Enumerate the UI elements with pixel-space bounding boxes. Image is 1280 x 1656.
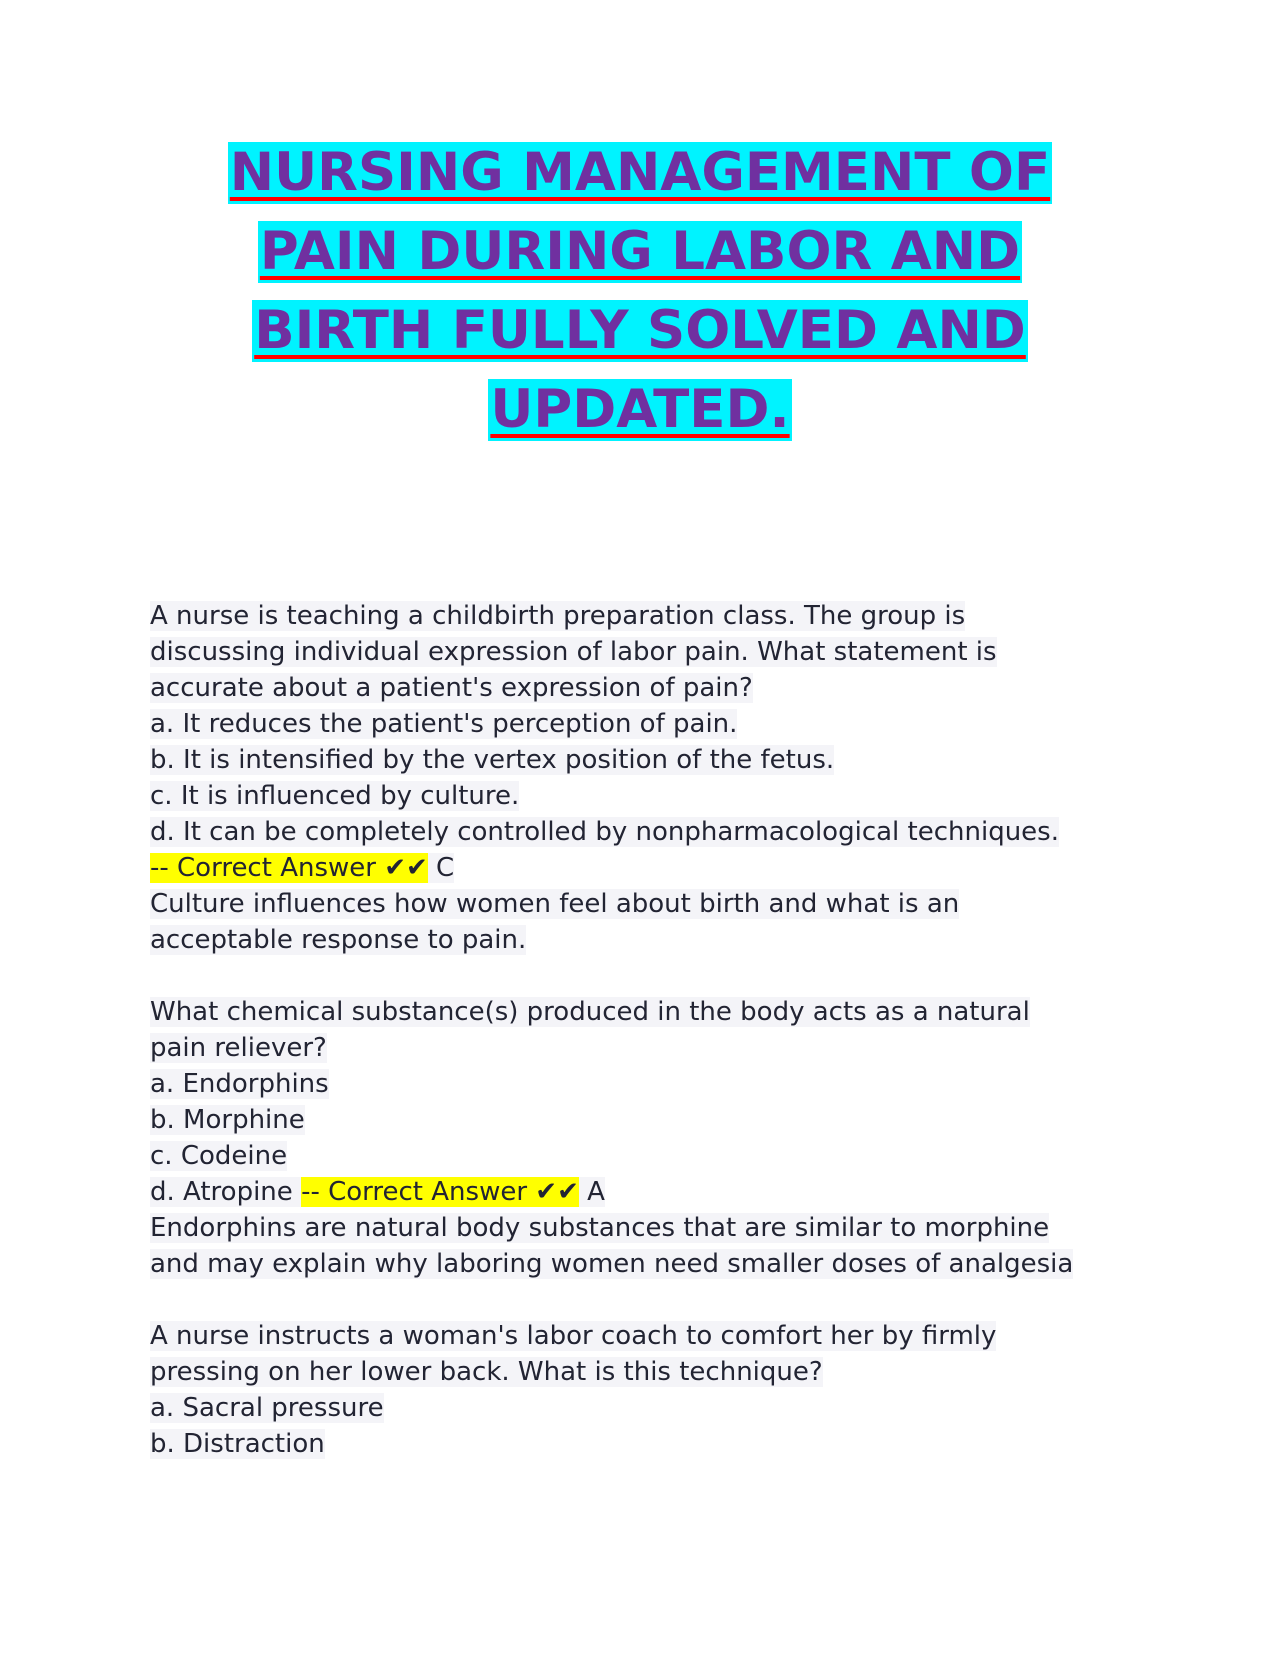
question-stem-line: pain reliever? [150, 1033, 327, 1063]
question-3 [150, 1318, 1150, 1462]
answer-option: a. It reduces the patient's perception of pain. [150, 709, 738, 739]
answer-option: d. Atropine [150, 1177, 302, 1207]
document-title [0, 142, 1280, 458]
answer-option: b. Distraction [150, 1429, 325, 1459]
title-line-2: PAIN DURING LABOR AND [259, 221, 1021, 282]
correct-answer-label: -- Correct Answer ✔✔ [301, 1177, 579, 1207]
spacer [150, 1282, 1150, 1318]
spacer [150, 958, 1150, 994]
question-1 [150, 598, 1150, 958]
question-stem-line: A nurse instructs a woman's labor coach to comfort her by firmly [150, 1321, 997, 1351]
answer-option: a. Sacral pressure [150, 1393, 384, 1423]
document-body [150, 598, 1150, 1462]
question-stem-line: discussing individual expression of labor pain. What statement is [150, 637, 997, 667]
rationale-line: Culture influences how women feel about birth and what is an [150, 889, 960, 919]
question-stem-line: pressing on her lower back. What is this technique? [150, 1357, 823, 1387]
title-line-3: BIRTH FULLY SOLVED AND [254, 300, 1026, 361]
rationale-line: Endorphins are natural body substances that are similar to morphine [150, 1213, 1050, 1243]
answer-option: b. Morphine [150, 1105, 305, 1135]
correct-answer-label: -- Correct Answer ✔✔ [150, 853, 428, 883]
rationale-line: and may explain why laboring women need smaller doses of analgesia [150, 1249, 1074, 1279]
question-stem-line: What chemical substance(s) produced in the body acts as a natural [150, 997, 1030, 1027]
question-stem-line: A nurse is teaching a childbirth preparation class. The group is [150, 601, 966, 631]
correct-answer-value: C [427, 853, 455, 883]
answer-option: c. It is influenced by culture. [150, 781, 520, 811]
answer-option: d. It can be completely controlled by nonpharmacological techniques. [150, 817, 1059, 847]
correct-answer-line [150, 850, 1150, 886]
rationale-line: acceptable response to pain. [150, 925, 527, 955]
question-2 [150, 994, 1150, 1282]
correct-answer-value: A [578, 1177, 605, 1207]
title-line-1: NURSING MANAGEMENT OF [229, 142, 1051, 203]
question-stem-line: accurate about a patient's expression of pain? [150, 673, 753, 703]
answer-option: c. Codeine [150, 1141, 288, 1171]
title-line-4: UPDATED. [490, 379, 790, 440]
answer-option: a. Endorphins [150, 1069, 329, 1099]
answer-option: b. It is intensified by the vertex position of the fetus. [150, 745, 835, 775]
correct-answer-line [150, 1174, 1150, 1210]
